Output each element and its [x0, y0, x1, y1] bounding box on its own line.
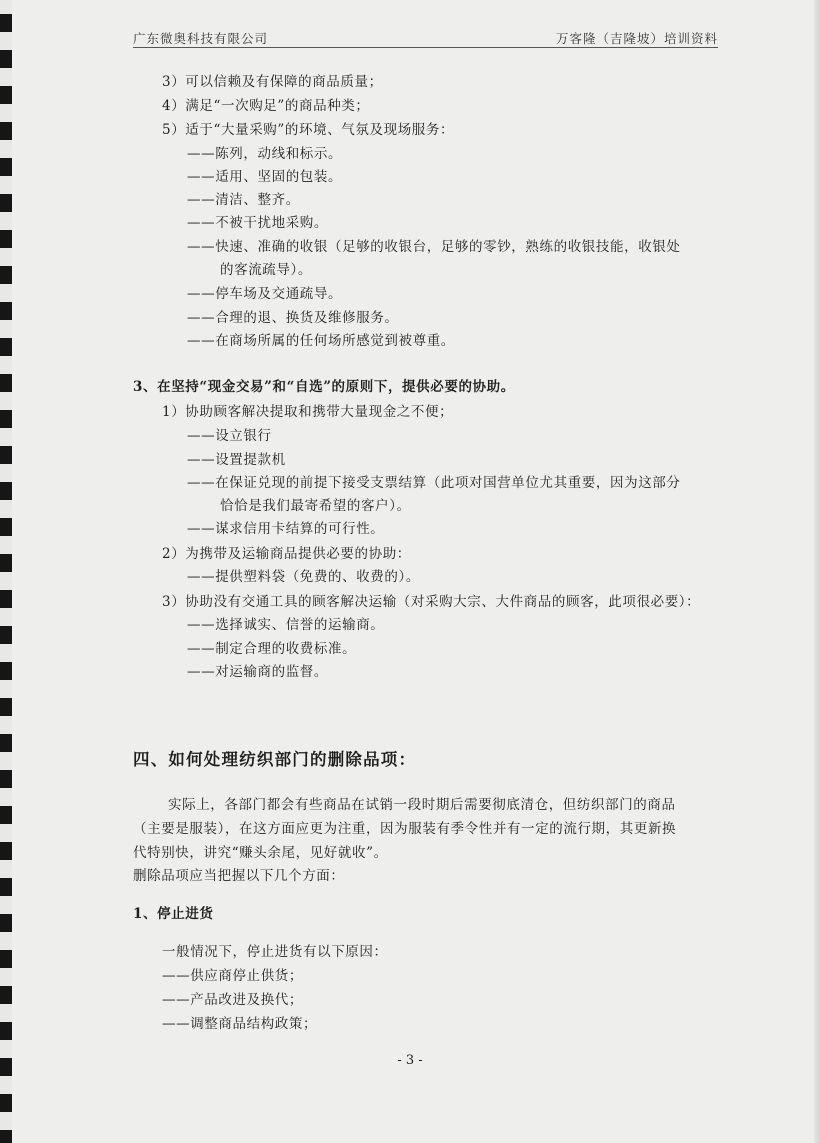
paragraph-line: 删除品项应当把握以下几个方面： [133, 868, 345, 884]
list-item: ——停车场及交通疏导。 [187, 286, 343, 302]
paragraph-line: 一般情况下，停止进货有以下原因： [162, 944, 388, 960]
list-item: ——不被干扰地采购。 [187, 215, 328, 231]
list-item: ——适用、坚固的包装。 [187, 169, 343, 185]
page-header [133, 27, 718, 48]
list-item: 4）满足“一次购足”的商品种类； [162, 98, 370, 114]
list-item: ——在商场所属的任何场所感觉到被尊重。 [187, 333, 455, 349]
binding-holes [0, 0, 12, 1143]
paragraph-line: 实际上，各部门都会有些商品在试销一段时期后需要彻底清仓，但纺织部门的商品 [168, 797, 676, 813]
list-item: ——对运输商的监督。 [187, 664, 328, 680]
list-item: ——提供塑料袋（免费的、收费的）。 [187, 569, 420, 585]
header-company: 广东微奥科技有限公司 [133, 31, 269, 46]
paragraph-line: （主要是服装），在这方面应更为注重，因为服装有季令性并有一定的流行期，其更新换 [133, 821, 677, 837]
list-item: ——产品改进及换代； [162, 992, 303, 1008]
list-item: ——合理的退、换货及维修服务。 [187, 310, 399, 326]
list-item: ——设置提款机 [187, 452, 286, 468]
list-item: 5）适于“大量采购”的环境、气氛及现场服务： [162, 122, 455, 138]
list-item: ——快速、准确的收银（足够的收银台，足够的零钞，熟练的收银技能，收银处 [187, 239, 681, 255]
paragraph-line: 代特别快，讲究“赚头余尾，见好就收”。 [133, 845, 388, 861]
list-item: ——供应商停止供货； [162, 968, 303, 984]
list-item: ——陈列，动线和标示。 [187, 146, 343, 162]
list-item: 3）可以信赖及有保障的商品质量； [162, 74, 383, 90]
list-item: ——制定合理的收费标准。 [187, 641, 357, 657]
list-item: ——在保证兑现的前提下接受支票结算（此项对国营单位尤其重要，因为这部分 [187, 475, 681, 491]
list-item: ——清洁、整齐。 [187, 192, 300, 208]
section-heading: 3、在坚持“现金交易”和“自选”的原则下，提供必要的协助。 [133, 379, 515, 395]
list-item: ——选择诚实、信誉的运输商。 [187, 617, 385, 633]
list-item: 3）协助没有交通工具的顾客解决运输（对采购大宗、大件商品的顾客，此项很必要）： [162, 594, 701, 610]
list-item: ——设立银行 [187, 428, 272, 444]
list-item-continuation: 的客流疏导）。 [220, 262, 312, 278]
header-doc-title: 万客隆（吉隆坡）培训资料 [555, 31, 718, 46]
list-item: ——调整商品结构政策； [162, 1016, 318, 1032]
paper-edge [814, 0, 820, 1143]
list-item-continuation: 恰恰是我们最寄希望的客户）。 [220, 498, 411, 514]
list-item: 1）协助顾客解决提取和携带大量现金之不便； [162, 404, 454, 420]
list-item: 2）为携带及运输商品提供必要的协助： [162, 546, 411, 562]
subsection-heading: 1、停止进货 [133, 906, 214, 922]
page-number: - 3 - [397, 1053, 423, 1068]
list-item: ——谋求信用卡结算的可行性。 [187, 521, 385, 537]
chapter-heading: 四、如何处理纺织部门的删除品项： [133, 750, 417, 769]
